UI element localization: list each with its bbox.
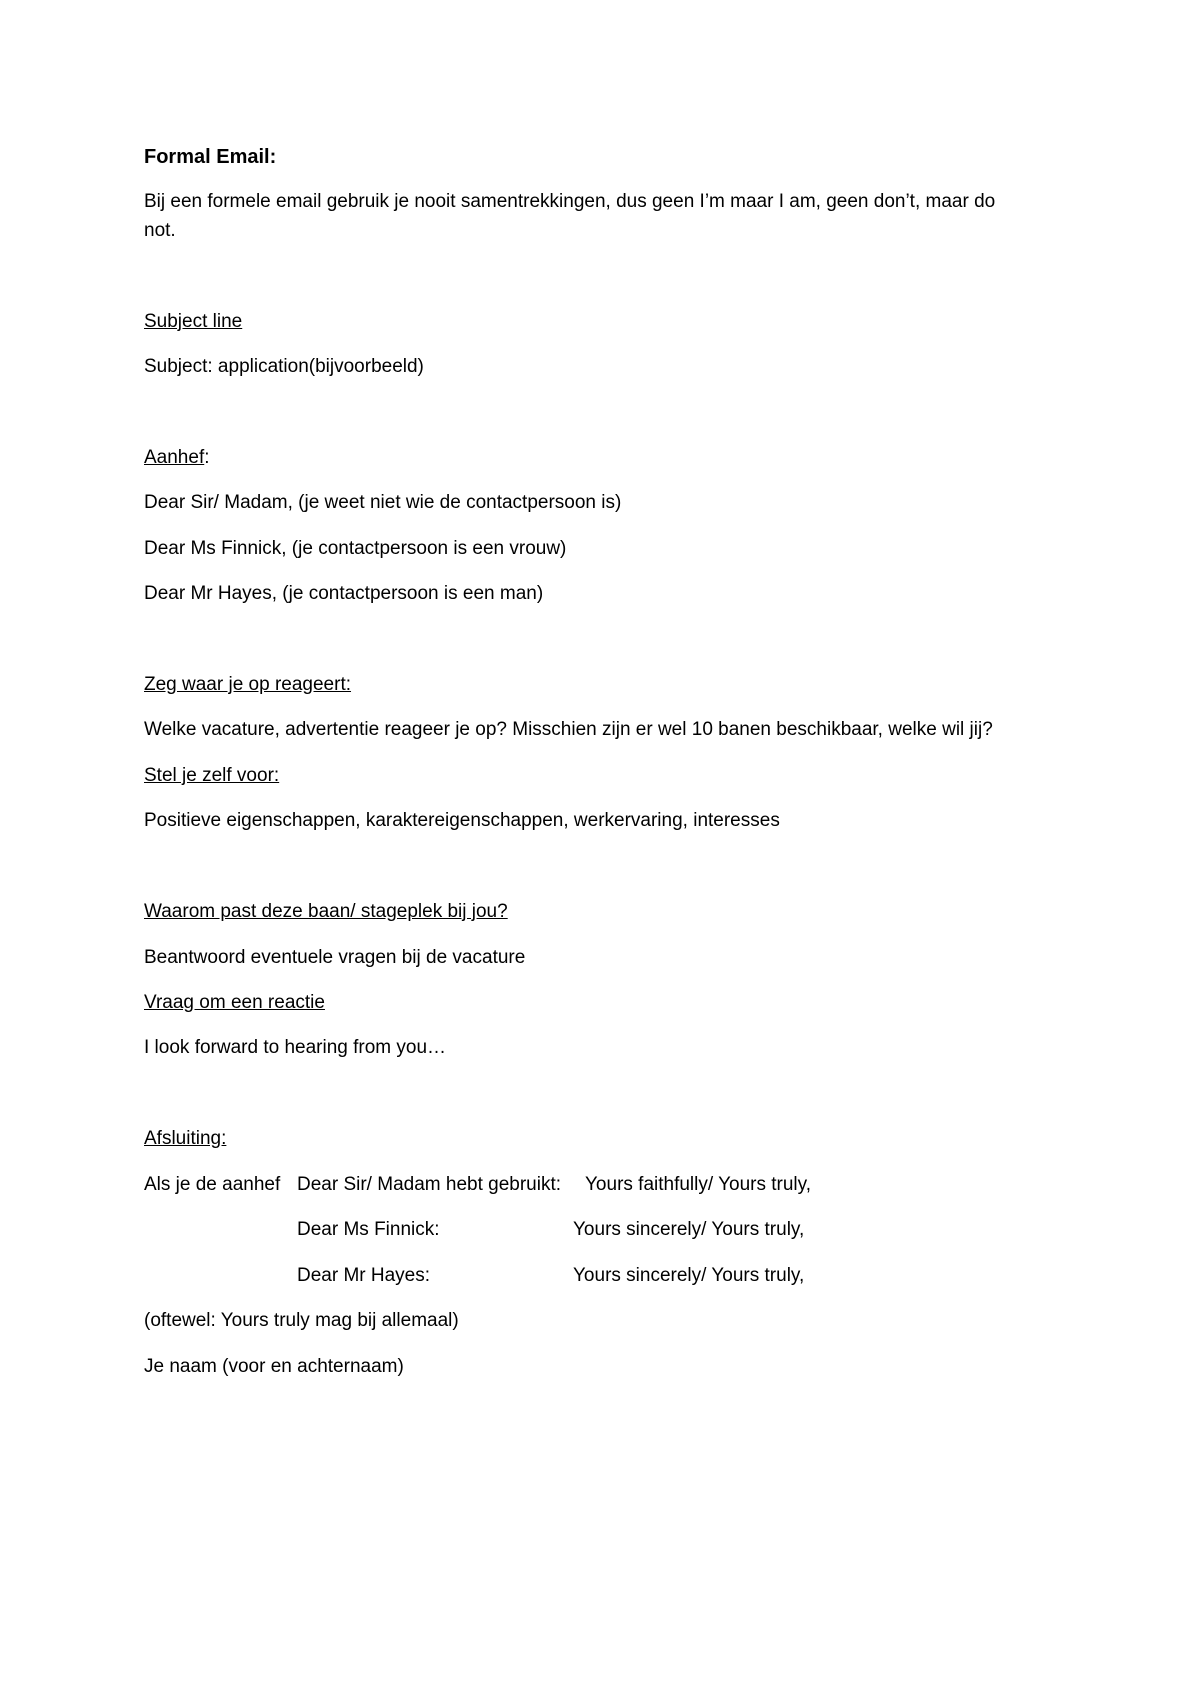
afsluiting-row-1-closing: Yours faithfully/ Yours truly, — [585, 1174, 812, 1195]
afsluiting-heading: Afsluiting: — [144, 1128, 227, 1149]
afsluiting-row-2-closing: Yours sincerely/ Yours truly, — [573, 1219, 805, 1240]
aanhef-heading-text: Aanhef — [144, 447, 205, 468]
document-title: Formal Email: — [144, 146, 277, 168]
reageert-text: Welke vacature, advertentie reageer je op? Misschien zijn er wel 10 banen beschikbaar, welke wil jij? — [144, 719, 993, 740]
afsluiting-row-2-aanhef: Dear Ms Finnick: — [297, 1219, 440, 1240]
aanhef-heading — [144, 446, 210, 470]
afsluiting-note: (oftewel: Yours truly mag bij allemaal) — [144, 1310, 459, 1331]
intro-line-2: not. — [144, 220, 176, 241]
afsluiting-row-3-aanhef: Dear Mr Hayes: — [297, 1265, 431, 1286]
afsluiting-name: Je naam (voor en achternaam) — [144, 1356, 404, 1377]
afsluiting-row-1-aanhef: Dear Sir/ Madam hebt gebruikt: — [297, 1174, 562, 1195]
reactie-text: I look forward to hearing from you… — [144, 1037, 447, 1058]
aanhef-heading-colon: : — [204, 447, 210, 468]
subject-example: Subject: application(bijvoorbeeld) — [144, 356, 424, 377]
afsluiting-row-3-closing: Yours sincerely/ Yours truly, — [573, 1265, 805, 1286]
aanhef-item-2: Dear Ms Finnick, (je contactpersoon is een vrouw) — [144, 538, 567, 559]
aanhef-item-1: Dear Sir/ Madam, (je weet niet wie de contactpersoon is) — [144, 492, 622, 513]
subject-heading: Subject line — [144, 311, 243, 332]
waarom-text: Beantwoord eventuele vragen bij de vacature — [144, 947, 526, 968]
reageert-heading: Zeg waar je op reageert: — [144, 674, 352, 695]
intro-line-1: Bij een formele email gebruik je nooit samentrekkingen, dus geen I’m maar I am, geen don’t, maar do — [144, 191, 996, 212]
aanhef-item-3: Dear Mr Hayes, (je contactpersoon is een man) — [144, 583, 544, 604]
voorstellen-text: Positieve eigenschappen, karaktereigenschappen, werkervaring, interesses — [144, 810, 780, 831]
reactie-heading: Vraag om een reactie — [144, 992, 325, 1013]
afsluiting-lead: Als je de aanhef — [144, 1174, 281, 1195]
waarom-heading: Waarom past deze baan/ stageplek bij jou? — [144, 901, 508, 922]
voorstellen-heading: Stel je zelf voor: — [144, 765, 280, 786]
